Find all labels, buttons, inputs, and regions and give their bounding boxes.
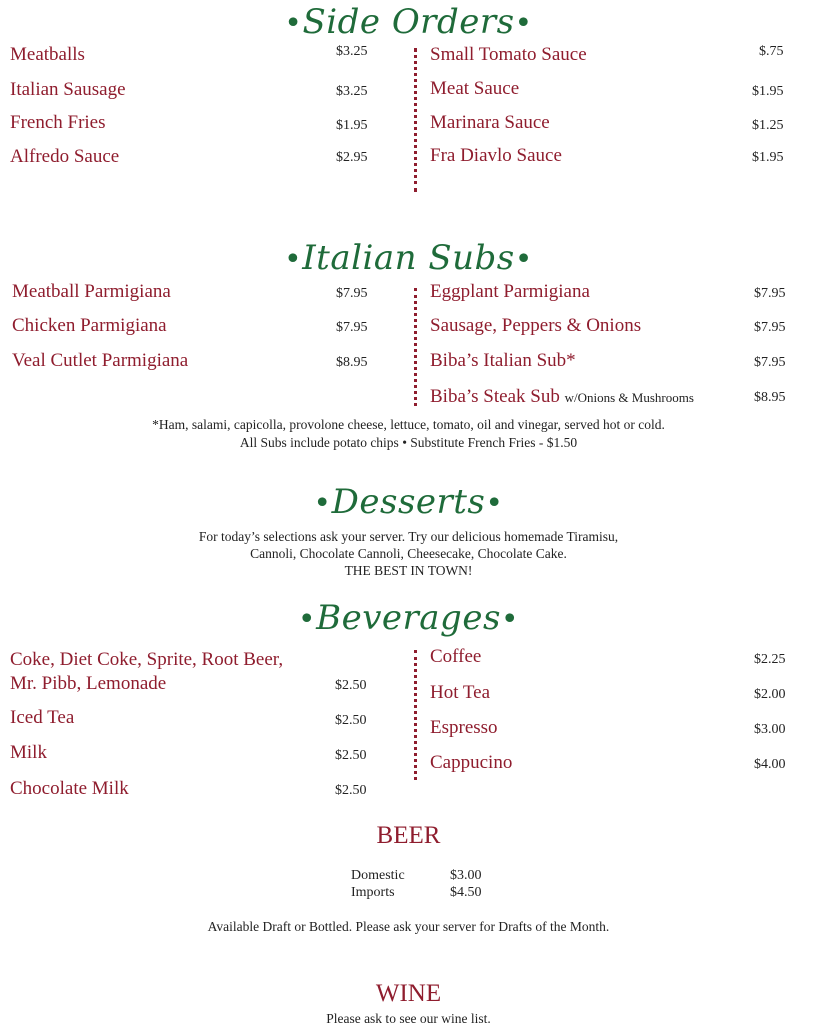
bev-price-cappucino: $4.00 <box>754 757 786 772</box>
beer-label-imports: Imports <box>351 885 395 900</box>
sub-price-chicken-parmigiana: $7.95 <box>336 320 368 335</box>
sub-item-chicken-parmigiana: Chicken Parmigiana <box>12 315 167 336</box>
side-orders-heading: •Side Orders• <box>284 2 533 42</box>
bev-item-milk: Milk <box>10 742 47 763</box>
bev-item-espresso: Espresso <box>430 717 498 738</box>
bev-price-iced-tea: $2.50 <box>335 713 367 728</box>
side-price-small-tomato-sauce: $.75 <box>759 44 784 59</box>
sub-price-eggplant-parmigiana: $7.95 <box>754 286 786 301</box>
beer-note: Available Draft or Bottled. Please ask your server for Drafts of the Month. <box>207 919 610 934</box>
desserts-heading: •Desserts• <box>313 482 504 522</box>
beer-price-imports: $4.50 <box>450 885 482 900</box>
side-price-meatballs: $3.25 <box>336 44 368 59</box>
sub-price-sausage-peppers-onions: $7.95 <box>754 320 786 335</box>
side-orders-divider <box>414 48 417 192</box>
bev-price-espresso: $3.00 <box>754 722 786 737</box>
sub-price-bibas-steak-sub: $8.95 <box>754 390 786 405</box>
sub-price-meatball-parmigiana: $7.95 <box>336 286 368 301</box>
side-price-meat-sauce: $1.95 <box>752 84 784 99</box>
sub-item-veal-cutlet-parmigiana: Veal Cutlet Parmigiana <box>12 350 189 371</box>
bev-price-milk: $2.50 <box>335 748 367 763</box>
sub-item-bibas-steak-sub <box>430 386 694 409</box>
beer-label-domestic: Domestic <box>351 868 405 883</box>
sub-item-bibas-steak-sub-name: Biba’s Steak Sub <box>430 386 560 407</box>
desserts-line-3: THE BEST IN TOWN! <box>344 563 473 578</box>
sub-item-meatball-parmigiana: Meatball Parmigiana <box>12 281 171 302</box>
side-item-fra-diavlo-sauce: Fra Diavlo Sauce <box>430 145 562 166</box>
italian-subs-title: Italian Subs <box>302 238 515 278</box>
subs-footnote-ingredients: *Ham, salami, capicolla, provolone cheese, lettuce, tomato, oil and vinegar, served hot or cold. <box>152 417 665 432</box>
side-item-meat-sauce: Meat Sauce <box>430 78 520 99</box>
desserts-line-1: For today’s selections ask your server. Try our delicious homemade Tiramisu, <box>198 529 619 544</box>
side-orders-title: Side Orders <box>302 2 515 42</box>
beverages-heading: •Beverages• <box>297 598 520 638</box>
side-price-french-fries: $1.95 <box>336 118 368 133</box>
bev-item-cappucino: Cappucino <box>430 752 513 773</box>
beer-price-domestic: $3.00 <box>450 868 482 883</box>
sub-item-bibas-italian-sub: Biba’s Italian Sub* <box>430 350 576 371</box>
side-item-italian-sausage: Italian Sausage <box>10 79 126 100</box>
subs-footnote-chips: All Subs include potato chips • Substitute French Fries - $1.50 <box>239 435 578 450</box>
bev-item-chocolate-milk: Chocolate Milk <box>10 778 129 799</box>
side-price-italian-sausage: $3.25 <box>336 84 368 99</box>
side-price-marinara-sauce: $1.25 <box>752 118 784 133</box>
desserts-line-2: Cannoli, Chocolate Cannoli, Cheesecake, Chocolate Cake. <box>250 546 567 561</box>
side-item-alfredo-sauce: Alfredo Sauce <box>10 146 120 167</box>
bev-price-chocolate-milk: $2.50 <box>335 783 367 798</box>
side-item-small-tomato-sauce: Small Tomato Sauce <box>430 44 587 65</box>
italian-subs-heading: •Italian Subs• <box>284 238 533 278</box>
sub-item-sausage-peppers-onions: Sausage, Peppers & Onions <box>430 315 642 336</box>
side-price-alfredo-sauce: $2.95 <box>336 150 368 165</box>
desserts-title: Desserts <box>331 482 486 522</box>
sub-price-bibas-italian-sub: $7.95 <box>754 355 786 370</box>
wine-title: WINE <box>375 980 442 1007</box>
wine-note: Please ask to see our wine list. <box>326 1011 491 1026</box>
sub-item-eggplant-parmigiana: Eggplant Parmigiana <box>430 281 590 302</box>
side-item-french-fries: French Fries <box>10 112 106 133</box>
beverages-title: Beverages <box>316 598 501 638</box>
bev-price-hot-tea: $2.00 <box>754 687 786 702</box>
side-item-meatballs: Meatballs <box>10 44 85 65</box>
bev-item-hot-tea: Hot Tea <box>430 682 491 703</box>
side-price-fra-diavlo-sauce: $1.95 <box>752 150 784 165</box>
bev-price-sodas: $2.50 <box>335 678 367 693</box>
bev-item-sodas-line-2: Mr. Pibb, Lemonade <box>10 673 167 694</box>
bev-price-coffee: $2.25 <box>754 652 786 667</box>
bev-item-coffee: Coffee <box>430 646 482 667</box>
sub-item-bibas-steak-sub-note: w/Onions & Mushrooms <box>564 390 694 405</box>
bev-item-iced-tea: Iced Tea <box>10 707 75 728</box>
beer-title: BEER <box>376 822 441 849</box>
sub-price-veal-cutlet-parmigiana: $8.95 <box>336 355 368 370</box>
beverages-divider <box>414 650 417 780</box>
side-item-marinara-sauce: Marinara Sauce <box>430 112 550 133</box>
bev-item-sodas: Coke, Diet Coke, Sprite, Root Beer, <box>10 649 284 670</box>
italian-subs-divider <box>414 288 417 406</box>
